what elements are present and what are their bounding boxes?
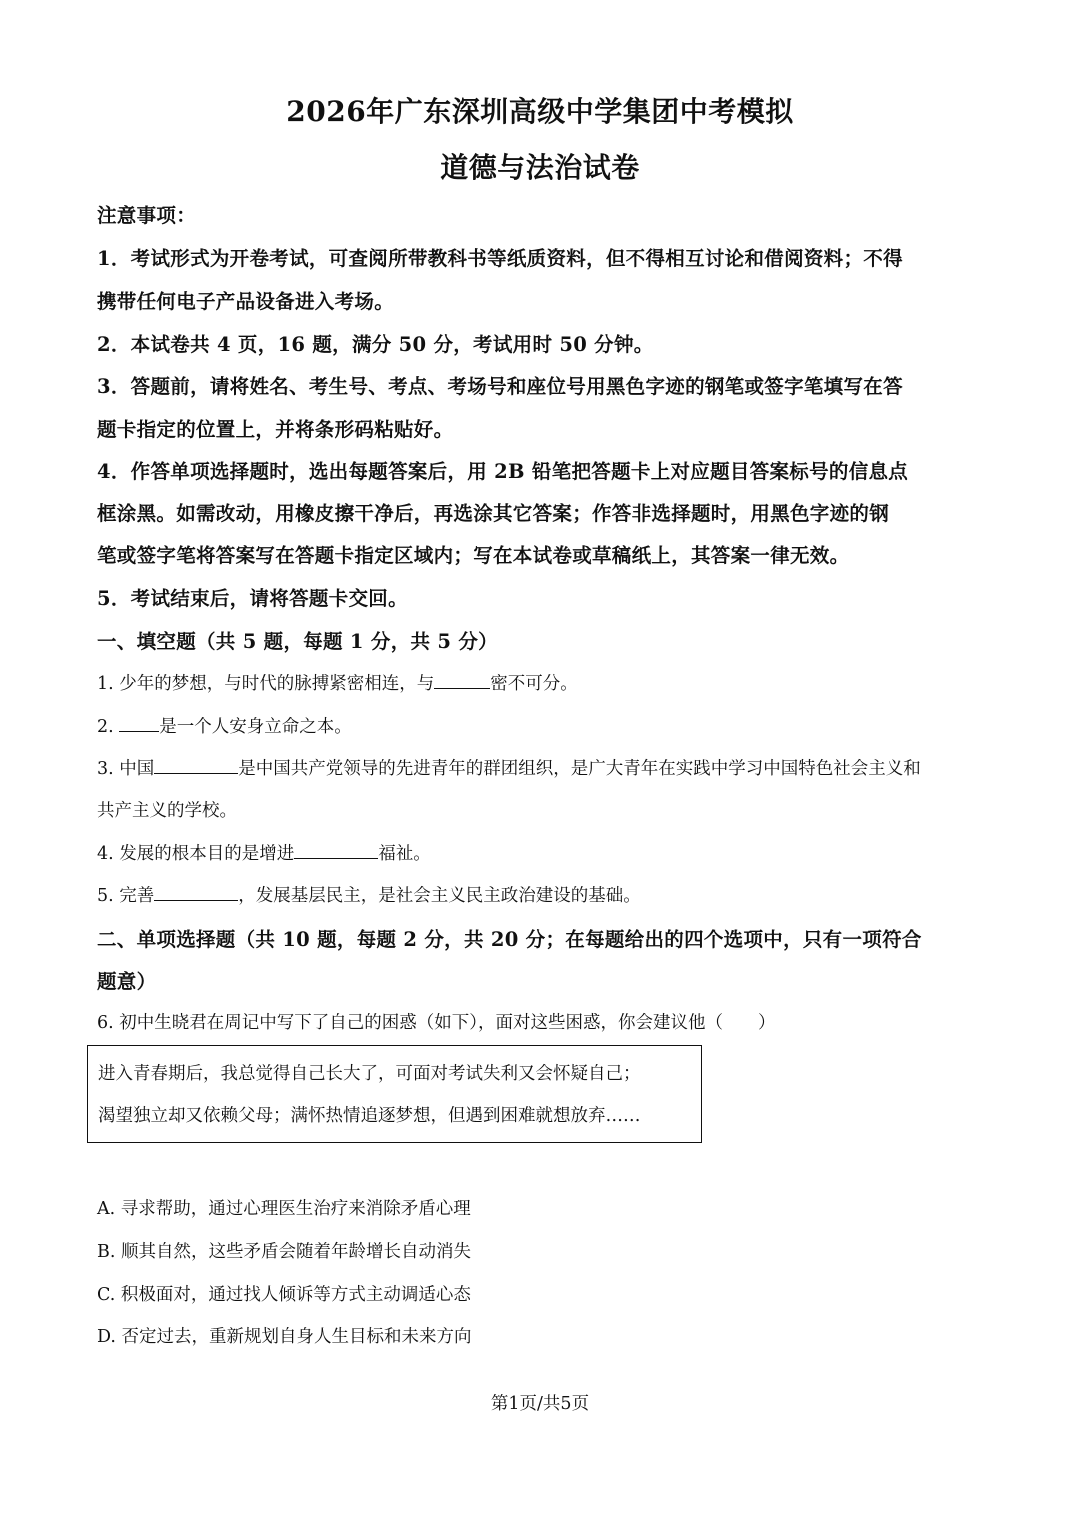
question-4-text-before: 4. 发展的根本目的是增进 (97, 844, 295, 864)
section2-heading-line-2: 题意） (97, 970, 157, 993)
question-3-blank (154, 757, 238, 774)
question-5-blank (154, 884, 238, 901)
material-line-2: 渴望独立却又依赖父母；满怀热情追逐梦想，但遇到困难就想放弃…… (98, 1106, 641, 1126)
option-d: D. 否定过去，重新规划自身人生目标和未来方向 (97, 1327, 472, 1347)
question-2-text-after: 是一个人安身立命之本。 (159, 717, 352, 737)
exam-subtitle: 道德与法治试卷 (440, 151, 640, 184)
question-1 (97, 670, 987, 698)
question-3-line-1 (97, 755, 987, 783)
page-number: 第1页/共5页 (490, 1394, 590, 1414)
notice-item-1-line-1: 1．考试形式为开卷考试，可查阅所带教科书等纸质资料，但不得相互讨论和借阅资料；不得 (97, 247, 903, 270)
option-b: B. 顺其自然，这些矛盾会随着年龄增长自动消失 (97, 1242, 471, 1262)
notice-item-4-line-1: 4．作答单项选择题时，选出每题答案后，用 2B 铅笔把答题卡上对应题目答案标号的信息点 (97, 460, 909, 483)
question-1-text-before: 1. 少年的梦想，与时代的脉搏紧密相连，与 (97, 674, 435, 694)
question-3-line-2: 共产主义的学校。 (97, 801, 237, 821)
question-2-text-before: 2. (97, 717, 120, 737)
notice-item-1-line-2: 携带任何电子产品设备进入考场。 (97, 290, 395, 313)
notice-item-3-line-1: 3．答题前，请将姓名、考生号、考点、考场号和座位号用黑色字迹的钢笔或签字笔填写在答 (97, 375, 903, 398)
question-5 (97, 882, 987, 910)
question-4-blank (294, 842, 378, 859)
notice-item-3-line-2: 题卡指定的位置上，并将条形码粘贴好。 (97, 418, 454, 441)
question-6-stem: 6. 初中生晓君在周记中写下了自己的困惑（如下），面对这些困惑，你会建议他（ ） (97, 1013, 776, 1033)
section1-heading: 一、填空题（共 5 题，每题 1 分，共 5 分） (97, 630, 498, 653)
question-5-text-before: 5. 完善 (97, 886, 155, 906)
question-3-text-after: 是中国共产党领导的先进青年的群团组织，是广大青年在实践中学习中国特色社会主义和 (238, 759, 921, 779)
question-1-blank (434, 672, 490, 689)
question-5-text-after: ，发展基层民主，是社会主义民主政治建设的基础。 (238, 886, 641, 906)
option-c: C. 积极面对，通过找人倾诉等方式主动调适心态 (97, 1285, 471, 1305)
exam-title: 2026年广东深圳高级中学集团中考模拟 (286, 95, 794, 128)
question-6-material-box (87, 1045, 702, 1143)
section2-heading-line-1: 二、单项选择题（共 10 题，每题 2 分，共 20 分；在每题给出的四个选项中，只有一项符合 (97, 928, 922, 951)
question-4 (97, 840, 987, 868)
notice-item-4-line-3: 笔或签字笔将答案写在答题卡指定区域内；写在本试卷或草稿纸上，其答案一律无效。 (97, 544, 850, 567)
question-3-text-before: 3. 中国 (97, 759, 155, 779)
notice-item-5: 5．考试结束后，请将答题卡交回。 (97, 587, 408, 610)
notice-item-2: 2．本试卷共 4 页，16 题，满分 50 分，考试用时 50 分钟。 (97, 333, 654, 356)
option-a: A. 寻求帮助，通过心理医生治疗来消除矛盾心理 (97, 1199, 471, 1219)
material-line-1: 进入青春期后，我总觉得自己长大了，可面对考试失利又会怀疑自己； (98, 1064, 641, 1084)
notice-heading: 注意事项： (97, 204, 197, 227)
notice-item-4-line-2: 框涂黑。如需改动，用橡皮擦干净后，再选涂其它答案；作答非选择题时，用黑色字迹的钢 (97, 502, 890, 525)
question-2 (97, 713, 987, 741)
question-4-text-after: 福祉。 (378, 844, 431, 864)
question-1-text-after: 密不可分。 (490, 674, 578, 694)
question-2-blank (119, 715, 159, 732)
